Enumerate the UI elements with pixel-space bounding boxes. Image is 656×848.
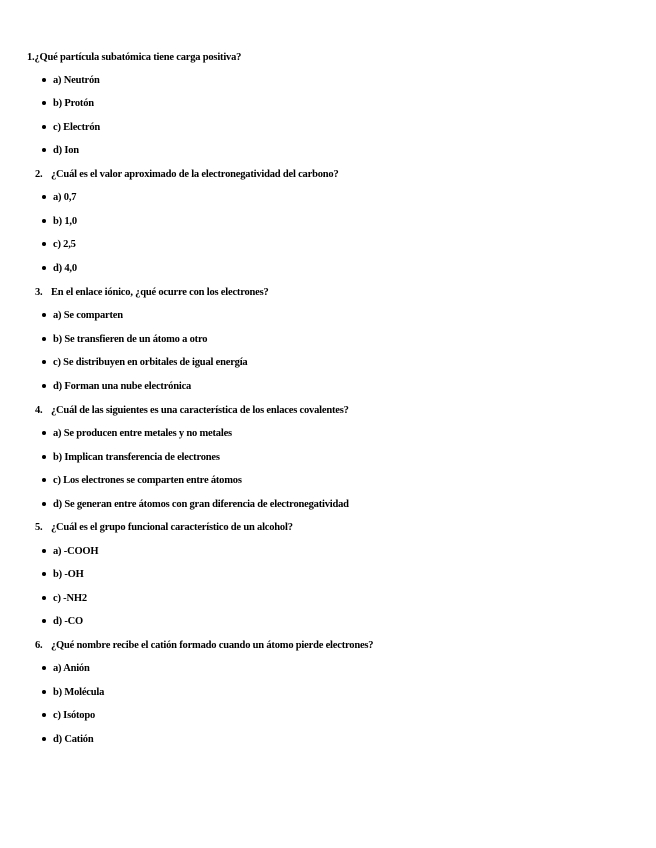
question-1-line xyxy=(27,51,241,65)
bullet-icon xyxy=(42,549,46,553)
bullet-icon xyxy=(42,242,46,246)
question-text: ¿Qué nombre recibe el catión formado cuando un átomo pierde electrones? xyxy=(51,640,374,651)
option-item xyxy=(42,615,83,629)
bullet-icon xyxy=(42,337,46,341)
option-item xyxy=(42,709,95,723)
option-label: d) -CO xyxy=(53,616,84,627)
bullet-icon xyxy=(42,360,46,364)
bullet-icon xyxy=(42,78,46,82)
question-text: En el enlace iónico, ¿qué ocurre con los electrones? xyxy=(51,287,269,298)
option-item xyxy=(42,333,207,347)
bullet-icon xyxy=(42,455,46,459)
option-label: d) Se generan entre átomos con gran diferencia de electronegatividad xyxy=(53,499,349,510)
question-number: 2. xyxy=(35,169,43,180)
option-label: b) Se transfieren de un átomo a otro xyxy=(53,334,208,345)
option-label: b) 1,0 xyxy=(53,216,77,227)
option-item xyxy=(42,427,232,441)
option-item xyxy=(42,662,90,676)
option-label: d) 4,0 xyxy=(53,263,77,274)
bullet-icon xyxy=(42,690,46,694)
option-label: c) Se distribuyen en orbitales de igual energía xyxy=(53,357,248,368)
question-text: ¿Cuál es el grupo funcional característico de un alcohol? xyxy=(51,522,293,533)
option-item xyxy=(42,191,76,205)
bullet-icon xyxy=(42,619,46,623)
bullet-icon xyxy=(42,478,46,482)
option-item xyxy=(42,309,123,323)
option-item xyxy=(42,498,349,512)
question-3-line xyxy=(35,286,269,300)
question-2-line xyxy=(35,168,339,182)
option-item xyxy=(42,97,94,111)
question-number: 3. xyxy=(35,287,43,298)
option-item xyxy=(42,686,104,700)
bullet-icon xyxy=(42,596,46,600)
bullet-icon xyxy=(42,572,46,576)
option-label: a) 0,7 xyxy=(53,192,77,203)
question-number: 6. xyxy=(35,640,43,651)
question-number: 1. xyxy=(27,52,35,63)
question-number: 5. xyxy=(35,522,43,533)
option-label: a) Neutrón xyxy=(53,75,100,86)
option-item xyxy=(42,733,94,747)
option-item xyxy=(42,238,76,252)
option-label: c) 2,5 xyxy=(53,239,76,250)
option-label: c) Los electrones se comparten entre átomos xyxy=(53,475,242,486)
option-item xyxy=(42,144,79,158)
option-label: b) Protón xyxy=(53,98,94,109)
option-item xyxy=(42,262,77,276)
option-label: d) Ion xyxy=(53,145,79,156)
question-text: ¿Qué partícula subatómica tiene carga positiva? xyxy=(34,52,242,63)
option-item xyxy=(42,568,84,582)
option-label: c) Isótopo xyxy=(53,710,96,721)
option-item xyxy=(42,380,191,394)
option-label: d) Forman una nube electrónica xyxy=(53,381,192,392)
option-label: b) -OH xyxy=(53,569,84,580)
bullet-icon xyxy=(42,266,46,270)
bullet-icon xyxy=(42,737,46,741)
option-item xyxy=(42,592,87,606)
option-label: c) Electrón xyxy=(53,122,101,133)
question-text: ¿Cuál es el valor aproximado de la electronegatividad del carbono? xyxy=(51,169,339,180)
bullet-icon xyxy=(42,195,46,199)
question-text: ¿Cuál de las siguientes es una característica de los enlaces covalentes? xyxy=(51,405,349,416)
option-item xyxy=(42,474,242,488)
question-6-line xyxy=(35,639,373,653)
option-item xyxy=(42,545,98,559)
question-5-line xyxy=(35,521,293,535)
option-label: c) -NH2 xyxy=(53,593,87,604)
bullet-icon xyxy=(42,219,46,223)
option-item xyxy=(42,356,247,370)
question-number: 4. xyxy=(35,405,43,416)
option-item xyxy=(42,451,220,465)
bullet-icon xyxy=(42,431,46,435)
bullet-icon xyxy=(42,713,46,717)
option-label: a) -COOH xyxy=(53,546,99,557)
bullet-icon xyxy=(42,502,46,506)
bullet-icon xyxy=(42,313,46,317)
option-label: b) Implican transferencia de electrones xyxy=(53,452,220,463)
option-label: a) Anión xyxy=(53,663,90,674)
option-label: a) Se producen entre metales y no metales xyxy=(53,428,232,439)
option-label: b) Molécula xyxy=(53,687,105,698)
bullet-icon xyxy=(42,384,46,388)
option-item xyxy=(42,74,100,88)
option-item xyxy=(42,215,77,229)
option-label: a) Se comparten xyxy=(53,310,123,321)
option-item xyxy=(42,121,100,135)
bullet-icon xyxy=(42,101,46,105)
question-4-line xyxy=(35,404,349,418)
bullet-icon xyxy=(42,148,46,152)
bullet-icon xyxy=(42,125,46,129)
option-label: d) Catión xyxy=(53,734,94,745)
bullet-icon xyxy=(42,666,46,670)
